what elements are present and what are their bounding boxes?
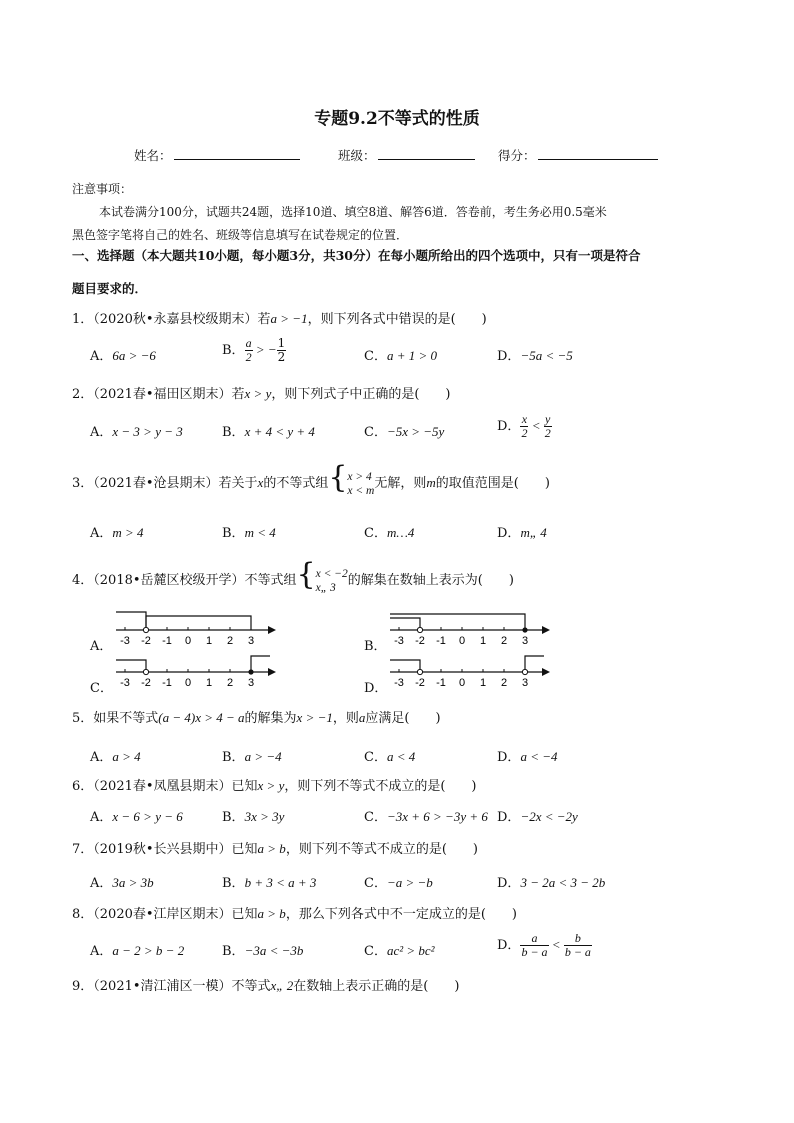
tick-label: 2 bbox=[500, 677, 508, 689]
tick-label: -3 bbox=[394, 635, 404, 647]
q2-option-c[interactable]: C．−5x > −5y bbox=[364, 424, 445, 440]
segment-between bbox=[146, 616, 251, 630]
notice-line-1: 本试卷满分100分，试题共24题，选择10道、填空8道、解答6道．答卷前，考生务必用0.5毫米 bbox=[99, 205, 607, 219]
q7-option-c[interactable]: C．−a > −b bbox=[364, 875, 433, 891]
q4-option-c-label[interactable]: C． bbox=[90, 681, 113, 696]
tick-label: 0 bbox=[458, 677, 466, 689]
q5-option-c[interactable]: C．a < 4 bbox=[364, 749, 416, 765]
open-point bbox=[417, 669, 422, 674]
tick-label: -1 bbox=[436, 635, 446, 647]
open-point-2 bbox=[522, 669, 527, 674]
q7-option-d[interactable]: D．3 − 2a < 3 − 2b bbox=[497, 875, 606, 891]
q1-option-d[interactable]: D．−5a < −5 bbox=[497, 348, 573, 364]
tick-label: 3 bbox=[247, 677, 255, 689]
ray-left bbox=[390, 618, 420, 630]
system-brace: { bbox=[296, 557, 316, 592]
q3-option-c[interactable]: C．m…4 bbox=[364, 525, 415, 541]
open-point bbox=[417, 627, 422, 632]
q6-option-d[interactable]: D．−2x < −2y bbox=[497, 809, 578, 825]
tick-label: -1 bbox=[162, 677, 172, 689]
question-6: 6．（2021春•凤凰县期末）已知x > y，则下列不等式不成立的是( ) bbox=[72, 778, 477, 794]
question-9: 9．（2021•清江浦区一模）不等式x„ 2在数轴上表示正确的是( ) bbox=[72, 978, 460, 994]
q4-option-c-number-line[interactable] bbox=[110, 648, 280, 696]
class-blank bbox=[378, 147, 475, 160]
ray-left bbox=[116, 612, 146, 630]
tick-label: -2 bbox=[141, 677, 151, 689]
q8-option-a[interactable]: A．a − 2 > b − 2 bbox=[90, 943, 185, 959]
system-brace: { bbox=[328, 460, 348, 495]
tick-label: 2 bbox=[500, 635, 508, 647]
tick-label: 2 bbox=[226, 635, 234, 647]
tick-label: 1 bbox=[479, 677, 487, 689]
score-blank bbox=[538, 147, 658, 160]
tick-label: 1 bbox=[479, 635, 487, 647]
q4-option-a-number-line[interactable] bbox=[110, 606, 280, 654]
closed-point bbox=[248, 669, 253, 674]
tick-label: -3 bbox=[120, 635, 130, 647]
q2-option-b[interactable]: B．x + 4 < y + 4 bbox=[222, 424, 315, 440]
name-field-label: 姓名： bbox=[134, 146, 300, 164]
q2-option-d[interactable]: D． $\frac{x}{2}$ < $\frac{y}{2}$ bbox=[497, 412, 551, 440]
tick-label: 1 bbox=[205, 677, 213, 689]
q1-option-b[interactable]: B． $\frac{a}{2}$ > − $\frac{1}{2}$ bbox=[222, 336, 286, 364]
question-1: 1．（2020秋•永嘉县校级期末）若a > −1，则下列各式中错误的是( ) bbox=[72, 311, 487, 327]
tick-label: 3 bbox=[521, 635, 529, 647]
tick-label: 2 bbox=[226, 677, 234, 689]
q7-option-a[interactable]: A．3a > 3b bbox=[90, 875, 154, 891]
page-title: 专题9.2不等式的性质 bbox=[314, 109, 480, 129]
q3-option-d[interactable]: D．m„ 4 bbox=[497, 525, 547, 541]
q4-option-d-number-line[interactable] bbox=[384, 648, 554, 696]
q2-option-a[interactable]: A．x − 3 > y − 3 bbox=[90, 424, 183, 440]
q1-option-a[interactable]: A．6a > −6 bbox=[90, 348, 156, 364]
q5-option-d[interactable]: D．a < −4 bbox=[497, 749, 558, 765]
tick-label: -1 bbox=[162, 635, 172, 647]
tick-label: -2 bbox=[415, 635, 425, 647]
q5-option-a[interactable]: A．a > 4 bbox=[90, 749, 141, 765]
tick-label: -2 bbox=[415, 677, 425, 689]
ray-right bbox=[525, 656, 544, 672]
tick-label: -3 bbox=[120, 677, 130, 689]
q5-option-b[interactable]: B．a > −4 bbox=[222, 749, 282, 765]
q3-option-b[interactable]: B．m < 4 bbox=[222, 525, 276, 541]
question-5: 5．如果不等式(a − 4)x > 4 − a的解集为x > −1，则a应满足( ) bbox=[72, 710, 441, 726]
tick-label: -1 bbox=[436, 677, 446, 689]
closed-point bbox=[522, 627, 527, 632]
tick-label: 0 bbox=[184, 677, 192, 689]
q6-option-a[interactable]: A．x − 6 > y − 6 bbox=[90, 809, 183, 825]
open-point bbox=[143, 627, 148, 632]
q4-option-a-label[interactable]: A． bbox=[90, 639, 113, 654]
q4-option-b-number-line[interactable] bbox=[384, 606, 554, 654]
notice-heading: 注意事项： bbox=[72, 182, 133, 196]
tick-label: 1 bbox=[205, 635, 213, 647]
ray-right bbox=[251, 656, 270, 672]
axis bbox=[116, 626, 276, 634]
tick-label: -2 bbox=[141, 635, 151, 647]
q8-option-b[interactable]: B．−3a < −3b bbox=[222, 943, 304, 959]
question-4: 4．（2018•岳麓区校级开学）不等式组{ x < −2 x„ 3 的解集在数轴上表示为( ) bbox=[72, 557, 514, 594]
section-heading-line-2: 题目要求的． bbox=[72, 281, 148, 296]
tick-label: 0 bbox=[458, 635, 466, 647]
ray-left bbox=[116, 660, 146, 672]
tick-label: 0 bbox=[184, 635, 192, 647]
q6-option-b[interactable]: B．3x > 3y bbox=[222, 809, 285, 825]
q6-option-c[interactable]: C．−3x + 6 > −3y + 6 bbox=[364, 809, 488, 825]
q1-option-c[interactable]: C．a + 1 > 0 bbox=[364, 348, 437, 364]
section-heading-line-1: 一、选择题（本大题共10小题，每小题3分，共30分）在每小题所给出的四个选项中，只有一项是符合 bbox=[72, 248, 641, 263]
q8-option-d[interactable]: D． $\frac{a}{b - a}$ < $\frac{b}{b - a}$ bbox=[497, 931, 591, 959]
ray-left bbox=[390, 660, 420, 672]
question-3: 3．（2021春•沧县期末）若关于x的不等式组{ x > 4 x < m 无解，则m的取值范围是( ) bbox=[72, 460, 550, 497]
class-field-label: 班级： bbox=[338, 146, 475, 164]
ray-left-2 bbox=[390, 614, 525, 630]
q4-option-d-label[interactable]: D． bbox=[364, 681, 388, 696]
question-2: 2．（2021春•福田区期末）若x > y，则下列式子中正确的是( ) bbox=[72, 386, 451, 402]
q3-option-a[interactable]: A．m > 4 bbox=[90, 525, 144, 541]
score-field-label: 得分： bbox=[498, 146, 658, 164]
tick-label: -3 bbox=[394, 677, 404, 689]
q8-option-c[interactable]: C．ac² > bc² bbox=[364, 943, 435, 959]
q7-option-b[interactable]: B．b + 3 < a + 3 bbox=[222, 875, 317, 891]
open-point bbox=[143, 669, 148, 674]
q4-option-b-label[interactable]: B． bbox=[364, 639, 387, 654]
notice-line-2: 黑色签字笔将自己的姓名、班级等信息填写在试卷规定的位置． bbox=[72, 228, 409, 242]
question-8: 8．（2020春•江岸区期末）已知a > b，那么下列各式中不一定成立的是( ) bbox=[72, 906, 517, 922]
tick-label: 3 bbox=[521, 677, 529, 689]
name-blank bbox=[174, 147, 300, 160]
tick-label: 3 bbox=[247, 635, 255, 647]
question-7: 7．（2019秋•长兴县期中）已知a > b，则下列不等式不成立的是( ) bbox=[72, 841, 478, 857]
